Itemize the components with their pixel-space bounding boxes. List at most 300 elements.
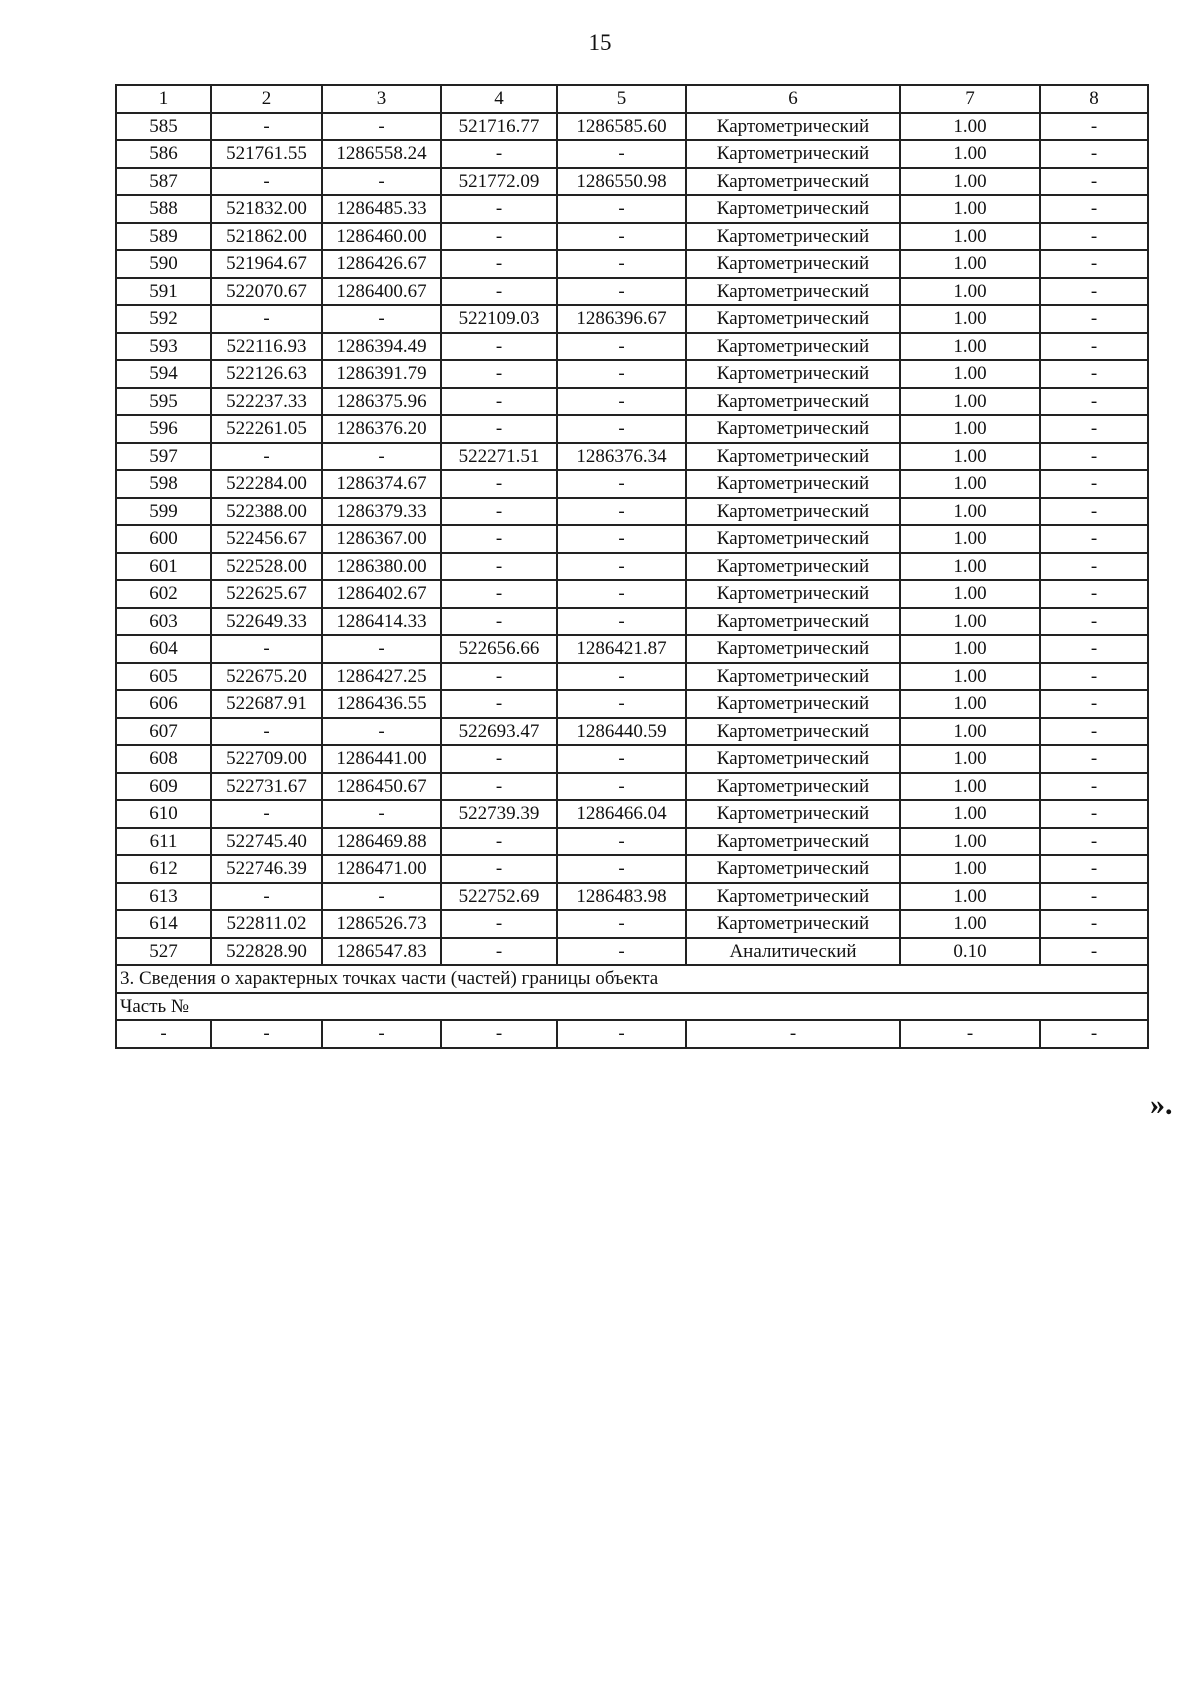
table-cell: 522109.03 [441, 305, 557, 333]
table-cell: 611 [116, 828, 211, 856]
table-cell: - [557, 938, 686, 966]
table-cell: - [441, 223, 557, 251]
table-cell: - [441, 278, 557, 306]
table-cell: - [211, 635, 322, 663]
table-row [116, 580, 1148, 608]
table-row [116, 883, 1148, 911]
table-cell: - [900, 1020, 1040, 1048]
table-cell: Картометрический [686, 140, 900, 168]
table-cell: Картометрический [686, 910, 900, 938]
table-row [116, 360, 1148, 388]
table-cell: 522126.63 [211, 360, 322, 388]
table-cell: 1286471.00 [322, 855, 441, 883]
table-row [116, 718, 1148, 746]
table-cell: 608 [116, 745, 211, 773]
table-cell: 521761.55 [211, 140, 322, 168]
table-row [116, 113, 1148, 141]
table-cell: 522811.02 [211, 910, 322, 938]
table-cell: - [1040, 828, 1148, 856]
table-row [116, 828, 1148, 856]
column-header: 2 [211, 85, 322, 113]
table-cell: 1.00 [900, 855, 1040, 883]
table-row [116, 690, 1148, 718]
table-cell: - [686, 1020, 900, 1048]
table-cell: - [1040, 415, 1148, 443]
table-cell: Картометрический [686, 773, 900, 801]
table-cell: 1286436.55 [322, 690, 441, 718]
table-cell: 602 [116, 580, 211, 608]
table-cell: - [322, 883, 441, 911]
table-cell: - [322, 168, 441, 196]
table-cell: Картометрический [686, 580, 900, 608]
table-cell: - [1040, 168, 1148, 196]
table-cell: - [322, 635, 441, 663]
table-cell: - [1040, 580, 1148, 608]
table-cell: - [441, 910, 557, 938]
section-title: 3. Сведения о характерных точках части (частей) границы объекта [116, 965, 1148, 993]
table-cell: 1286367.00 [322, 525, 441, 553]
table-cell: - [557, 140, 686, 168]
table-cell: 606 [116, 690, 211, 718]
table-row [116, 800, 1148, 828]
table-cell: 1286483.98 [557, 883, 686, 911]
table-cell: 594 [116, 360, 211, 388]
table-cell: 1.00 [900, 223, 1040, 251]
table-cell: 522625.67 [211, 580, 322, 608]
table-cell: Картометрический [686, 635, 900, 663]
table-row [116, 773, 1148, 801]
table-cell: - [557, 250, 686, 278]
part-label: Часть № [116, 993, 1148, 1021]
table-cell: - [441, 773, 557, 801]
table-row [116, 553, 1148, 581]
table-cell: 1.00 [900, 443, 1040, 471]
table-cell: - [557, 223, 686, 251]
table-cell: - [322, 305, 441, 333]
table-cell: 522709.00 [211, 745, 322, 773]
table-cell: - [557, 828, 686, 856]
table-cell: 1286402.67 [322, 580, 441, 608]
table-cell: 1286450.67 [322, 773, 441, 801]
table-cell: - [1040, 800, 1148, 828]
table-cell: 1.00 [900, 113, 1040, 141]
table-cell: - [1040, 388, 1148, 416]
table-cell: 0.10 [900, 938, 1040, 966]
table-cell: Картометрический [686, 305, 900, 333]
table-cell: 586 [116, 140, 211, 168]
table-cell: 1.00 [900, 360, 1040, 388]
table-cell: 1286379.33 [322, 498, 441, 526]
page-number: 15 [588, 30, 612, 55]
table-cell: - [441, 470, 557, 498]
table-row [116, 525, 1148, 553]
table-cell: - [441, 360, 557, 388]
table-cell: 1286526.73 [322, 910, 441, 938]
section-title-row [116, 965, 1148, 993]
table-cell: - [557, 525, 686, 553]
table-cell: - [116, 1020, 211, 1048]
table-row [116, 140, 1148, 168]
table-cell: 522739.39 [441, 800, 557, 828]
table-cell: 1.00 [900, 635, 1040, 663]
table-cell: - [557, 195, 686, 223]
table-cell: - [441, 1020, 557, 1048]
table-cell: - [211, 800, 322, 828]
table-cell: - [441, 195, 557, 223]
table-cell: 1.00 [900, 250, 1040, 278]
table-cell: 1.00 [900, 140, 1040, 168]
table-cell: 614 [116, 910, 211, 938]
table-cell: - [1040, 883, 1148, 911]
table-cell: - [1040, 635, 1148, 663]
table-cell: 593 [116, 333, 211, 361]
table-cell: 1.00 [900, 773, 1040, 801]
table-cell: 1286391.79 [322, 360, 441, 388]
table-cell: 522656.66 [441, 635, 557, 663]
table-cell: Картометрический [686, 443, 900, 471]
table-cell: 592 [116, 305, 211, 333]
table-cell: - [441, 525, 557, 553]
table-cell: 1286440.59 [557, 718, 686, 746]
table-cell: 1286558.24 [322, 140, 441, 168]
table-cell: 605 [116, 663, 211, 691]
table-cell: 1.00 [900, 388, 1040, 416]
table-cell: 1286394.49 [322, 333, 441, 361]
table-cell: Аналитический [686, 938, 900, 966]
table-cell: 522649.33 [211, 608, 322, 636]
table-cell: 595 [116, 388, 211, 416]
table-cell: - [557, 333, 686, 361]
table-cell: - [322, 113, 441, 141]
table-cell: - [557, 663, 686, 691]
table-cell: 1.00 [900, 333, 1040, 361]
table-cell: - [441, 250, 557, 278]
table-cell: 1286376.34 [557, 443, 686, 471]
table-cell: 521772.09 [441, 168, 557, 196]
table-cell: - [211, 305, 322, 333]
table-cell: 522828.90 [211, 938, 322, 966]
table-cell: - [557, 910, 686, 938]
table-cell: Картометрический [686, 525, 900, 553]
table-cell: 1.00 [900, 470, 1040, 498]
table-cell: Картометрический [686, 223, 900, 251]
closing-quote: ». [1150, 1088, 1173, 1121]
column-header: 6 [686, 85, 900, 113]
table-cell: 596 [116, 415, 211, 443]
table-cell: 604 [116, 635, 211, 663]
table-cell: - [557, 470, 686, 498]
table-cell: - [441, 333, 557, 361]
table-cell: - [441, 608, 557, 636]
table-cell: 609 [116, 773, 211, 801]
table-cell: 612 [116, 855, 211, 883]
table-cell: 1286427.25 [322, 663, 441, 691]
table-cell: - [441, 938, 557, 966]
column-header: 3 [322, 85, 441, 113]
column-header: 8 [1040, 85, 1148, 113]
table-row [116, 278, 1148, 306]
table-cell: 1286376.20 [322, 415, 441, 443]
table-cell: 521832.00 [211, 195, 322, 223]
boundary-points-table [115, 84, 1149, 1049]
table-cell: Картометрический [686, 250, 900, 278]
table-cell: - [557, 415, 686, 443]
table-cell: 585 [116, 113, 211, 141]
table-cell: 521862.00 [211, 223, 322, 251]
table-cell: 1.00 [900, 828, 1040, 856]
table-cell: - [1040, 333, 1148, 361]
table-cell: 521716.77 [441, 113, 557, 141]
table-cell: - [441, 553, 557, 581]
table-cell: 1.00 [900, 718, 1040, 746]
table-cell: - [1040, 855, 1148, 883]
table-cell: - [557, 360, 686, 388]
table-cell: - [1040, 250, 1148, 278]
table-cell: - [1040, 443, 1148, 471]
table-cell: 1286466.04 [557, 800, 686, 828]
table-cell: - [211, 718, 322, 746]
table-row [116, 855, 1148, 883]
table-cell: 589 [116, 223, 211, 251]
table-cell: 1.00 [900, 580, 1040, 608]
table-cell: 1286400.67 [322, 278, 441, 306]
table-cell: 1.00 [900, 608, 1040, 636]
table-row [116, 745, 1148, 773]
table-cell: 522731.67 [211, 773, 322, 801]
table-cell: 590 [116, 250, 211, 278]
table-cell: Картометрический [686, 470, 900, 498]
table-cell: - [211, 168, 322, 196]
table-cell: 603 [116, 608, 211, 636]
table-cell: 1.00 [900, 690, 1040, 718]
table-cell: 598 [116, 470, 211, 498]
table-row [116, 608, 1148, 636]
table-cell: - [211, 883, 322, 911]
table-cell: 1286414.33 [322, 608, 441, 636]
table-cell: 1.00 [900, 305, 1040, 333]
table-cell: - [557, 580, 686, 608]
table-cell: - [557, 553, 686, 581]
table-cell: 522271.51 [441, 443, 557, 471]
table-cell: - [557, 608, 686, 636]
table-cell: 1286374.67 [322, 470, 441, 498]
table-cell: - [1040, 773, 1148, 801]
table-cell: 1.00 [900, 498, 1040, 526]
table-cell: Картометрический [686, 800, 900, 828]
table-cell: - [441, 690, 557, 718]
table-cell: 1.00 [900, 910, 1040, 938]
table-cell: 600 [116, 525, 211, 553]
table-cell: 522261.05 [211, 415, 322, 443]
table-cell: 591 [116, 278, 211, 306]
table-cell: - [211, 113, 322, 141]
table-cell: Картометрический [686, 113, 900, 141]
table-cell: 522284.00 [211, 470, 322, 498]
table-cell: 1286421.87 [557, 635, 686, 663]
final-row [116, 1020, 1148, 1048]
table-cell: - [557, 278, 686, 306]
table-cell: 1.00 [900, 168, 1040, 196]
table-cell: - [441, 388, 557, 416]
table-cell: 1286550.98 [557, 168, 686, 196]
table-cell: - [441, 580, 557, 608]
table-row [116, 305, 1148, 333]
table-row [116, 388, 1148, 416]
table-cell: - [441, 663, 557, 691]
table-cell: - [1040, 718, 1148, 746]
column-header: 1 [116, 85, 211, 113]
table-row [116, 470, 1148, 498]
table-cell: 522752.69 [441, 883, 557, 911]
table-cell: - [1040, 525, 1148, 553]
table-cell: Картометрический [686, 195, 900, 223]
table-cell: Картометрический [686, 828, 900, 856]
table-cell: - [211, 1020, 322, 1048]
table-cell: 1286585.60 [557, 113, 686, 141]
table-cell: - [1040, 140, 1148, 168]
table-cell: - [441, 140, 557, 168]
table-cell: - [1040, 690, 1148, 718]
table-row [116, 938, 1148, 966]
table-cell: - [322, 1020, 441, 1048]
table-cell: - [557, 1020, 686, 1048]
table-cell: Картометрический [686, 360, 900, 388]
table-cell: - [557, 498, 686, 526]
table-cell: 521964.67 [211, 250, 322, 278]
table-cell: - [1040, 223, 1148, 251]
table-cell: 1.00 [900, 883, 1040, 911]
table-cell: 1.00 [900, 195, 1040, 223]
table-cell: 1286441.00 [322, 745, 441, 773]
table-cell: - [1040, 1020, 1148, 1048]
table-cell: 1.00 [900, 553, 1040, 581]
table-cell: Картометрический [686, 608, 900, 636]
table-cell: - [322, 800, 441, 828]
table-cell: 522746.39 [211, 855, 322, 883]
table-row [116, 498, 1148, 526]
column-header: 5 [557, 85, 686, 113]
table-row [116, 663, 1148, 691]
table-cell: - [1040, 663, 1148, 691]
table-cell: Картометрический [686, 883, 900, 911]
table-cell: Картометрический [686, 690, 900, 718]
table-cell: Картометрический [686, 718, 900, 746]
table-cell: - [1040, 360, 1148, 388]
table-header-row [116, 85, 1148, 113]
table-row [116, 195, 1148, 223]
column-header: 7 [900, 85, 1040, 113]
table-cell: 522687.91 [211, 690, 322, 718]
table-cell: - [1040, 498, 1148, 526]
table-cell: 588 [116, 195, 211, 223]
table-cell: Картометрический [686, 415, 900, 443]
table-cell: 527 [116, 938, 211, 966]
table-cell: - [1040, 553, 1148, 581]
table-cell: - [1040, 278, 1148, 306]
table-cell: Картометрический [686, 663, 900, 691]
column-header: 4 [441, 85, 557, 113]
part-label-row [116, 993, 1148, 1021]
table-cell: 1286460.00 [322, 223, 441, 251]
table-cell: - [211, 443, 322, 471]
table-cell: - [557, 690, 686, 718]
table-row [116, 635, 1148, 663]
table-cell: Картометрический [686, 498, 900, 526]
table-cell: 1.00 [900, 800, 1040, 828]
table-cell: 1286469.88 [322, 828, 441, 856]
table-cell: 1286375.96 [322, 388, 441, 416]
table-cell: 597 [116, 443, 211, 471]
table-cell: Картометрический [686, 553, 900, 581]
table-row [116, 443, 1148, 471]
table-cell: Картометрический [686, 278, 900, 306]
table-cell: 1286485.33 [322, 195, 441, 223]
table-cell: 522456.67 [211, 525, 322, 553]
table-cell: Картометрический [686, 855, 900, 883]
table-cell: 1.00 [900, 415, 1040, 443]
table-row [116, 333, 1148, 361]
table-cell: 522528.00 [211, 553, 322, 581]
table-row [116, 168, 1148, 196]
table-cell: - [1040, 608, 1148, 636]
table-cell: 522693.47 [441, 718, 557, 746]
table-cell: 1286426.67 [322, 250, 441, 278]
table-cell: - [557, 745, 686, 773]
table-cell: - [322, 718, 441, 746]
table-cell: 1286380.00 [322, 553, 441, 581]
table-cell: 522388.00 [211, 498, 322, 526]
table-cell: - [557, 773, 686, 801]
table-cell: - [1040, 745, 1148, 773]
table-cell: - [1040, 470, 1148, 498]
table-row [116, 250, 1148, 278]
table-cell: - [1040, 305, 1148, 333]
table-cell: - [441, 828, 557, 856]
table-cell: 1.00 [900, 278, 1040, 306]
table-cell: 1.00 [900, 525, 1040, 553]
table-cell: 601 [116, 553, 211, 581]
table-cell: 607 [116, 718, 211, 746]
table-cell: 522675.20 [211, 663, 322, 691]
table-cell: - [557, 388, 686, 416]
table-cell: - [441, 415, 557, 443]
table-cell: Картометрический [686, 745, 900, 773]
table-row [116, 223, 1148, 251]
table-cell: - [1040, 910, 1148, 938]
table-cell: Картометрический [686, 333, 900, 361]
table-cell: - [1040, 113, 1148, 141]
table-cell: Картометрический [686, 388, 900, 416]
table-cell: Картометрический [686, 168, 900, 196]
table-cell: - [557, 855, 686, 883]
table-cell: - [322, 443, 441, 471]
table-cell: 613 [116, 883, 211, 911]
table-cell: 1.00 [900, 663, 1040, 691]
table-cell: 1286547.83 [322, 938, 441, 966]
table-row [116, 910, 1148, 938]
table-cell: 522745.40 [211, 828, 322, 856]
table-cell: 522070.67 [211, 278, 322, 306]
table-row [116, 415, 1148, 443]
table-cell: - [1040, 195, 1148, 223]
table-cell: - [441, 498, 557, 526]
table-cell: 599 [116, 498, 211, 526]
table-cell: - [1040, 938, 1148, 966]
table-cell: - [441, 855, 557, 883]
table-cell: 1.00 [900, 745, 1040, 773]
table-cell: - [441, 745, 557, 773]
table-cell: 522116.93 [211, 333, 322, 361]
